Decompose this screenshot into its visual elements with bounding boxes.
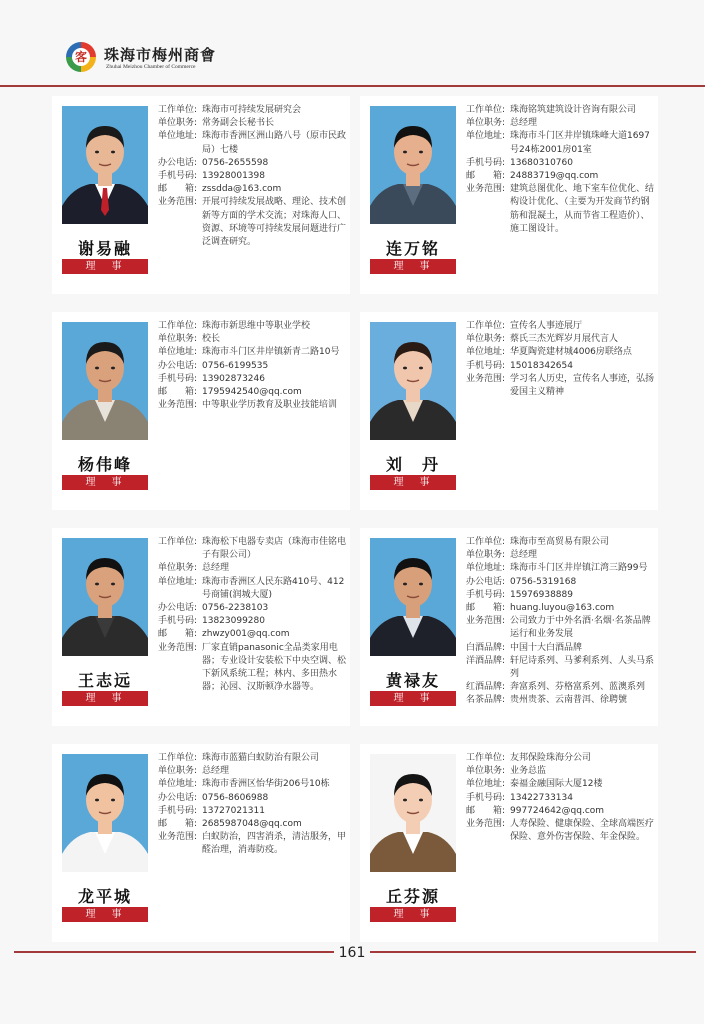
info-row [466, 157, 654, 170]
info-value: 贵州贵茶、云南普洱、徐聘號 [510, 695, 628, 706]
info-row [158, 602, 346, 615]
info-label: 单位地址: [158, 779, 198, 790]
member-title-badge: 理 事 [370, 259, 456, 274]
info-label: 邮 箱: [158, 387, 198, 398]
info-label: 单位地址: [466, 563, 506, 574]
member-photo [370, 106, 456, 224]
info-row [158, 615, 346, 628]
info-row [158, 628, 346, 641]
info-value: 0756-5319168 [510, 576, 577, 587]
info-value: 珠海市斗门区井岸镇江湾三路99号 [510, 563, 648, 574]
info-row [158, 562, 346, 575]
org-name-en: Zhuhai Meizhou Chamber of Commerce [106, 64, 196, 70]
info-row [466, 615, 654, 641]
info-label: 工作单位: [466, 105, 506, 115]
info-value: 珠海市蓝猫白蚁防治有限公司 [202, 753, 320, 763]
info-row [158, 346, 346, 359]
member-card [52, 312, 350, 510]
info-value: 997724642@qq.com [510, 805, 605, 816]
info-row [158, 642, 346, 695]
info-value: 珠海市斗门区井岸镇珠峰大道1697号24栋2001房01室 [510, 131, 650, 155]
info-label: 邮 箱: [158, 629, 198, 640]
info-row [158, 170, 346, 183]
info-value: 蔡氏三杰光辉岁月展代言人 [510, 334, 619, 345]
info-row [466, 562, 654, 575]
info-value: 中国十大白酒品牌 [510, 642, 583, 653]
info-value: 13422733134 [510, 792, 573, 803]
info-row [158, 157, 346, 170]
member-card [52, 96, 350, 294]
info-value: zhwzy001@qq.com [202, 629, 290, 640]
member-name: 谢易融 [77, 239, 132, 258]
info-row [466, 183, 654, 236]
info-row [466, 778, 654, 791]
info-label: 单位地址: [466, 131, 506, 142]
org-name-cn: 珠海市梅州商會 [104, 46, 217, 64]
info-value: 校长 [202, 334, 221, 345]
info-label: 邮 箱: [466, 805, 506, 816]
info-label: 业务范围: [466, 616, 506, 627]
info-row [158, 805, 346, 818]
info-label: 办公电话: [158, 157, 198, 168]
info-row [466, 360, 654, 373]
info-label: 单位地址: [466, 779, 506, 790]
info-row [466, 170, 654, 183]
member-name: 黄禄友 [385, 671, 440, 690]
info-row [466, 117, 654, 130]
member-title-badge: 理 事 [62, 691, 148, 706]
info-value: 13928001398 [202, 171, 265, 182]
info-label: 业务范围: [158, 197, 198, 208]
info-row [466, 655, 654, 681]
info-row [466, 576, 654, 589]
info-value: 24883719@qq.com [510, 171, 599, 182]
info-value: 15976938889 [510, 589, 573, 600]
member-name: 杨伟峰 [77, 455, 132, 474]
info-label: 单位职务: [158, 118, 198, 129]
info-label: 红酒品牌: [466, 682, 506, 693]
info-row [158, 765, 346, 778]
member-card [52, 744, 350, 942]
info-label: 单位地址: [466, 347, 506, 358]
member-title-badge: 理 事 [62, 907, 148, 922]
info-value: 0756-6199535 [202, 360, 269, 371]
page-header [0, 28, 724, 88]
info-label: 单位职务: [158, 766, 198, 777]
member-card [360, 744, 658, 942]
info-value: 奔富系列、芬格富系列、蓝澳系列 [510, 682, 646, 693]
info-value: 13823099280 [202, 616, 265, 627]
info-label: 工作单位: [158, 321, 198, 331]
info-value: 白蚁防治，四害消杀，清洁服务，甲醛治理，消毒防疫。 [202, 832, 347, 856]
info-row [466, 752, 654, 765]
info-label: 手机号码: [466, 589, 506, 600]
info-label: 业务范围: [158, 832, 198, 843]
info-label: 手机号码: [158, 616, 198, 627]
info-row [466, 694, 654, 707]
info-label: 工作单位: [158, 105, 198, 115]
info-value: 轩尼诗系列、马爹利系列、人头马系列 [510, 655, 655, 680]
info-value: 总经理 [510, 118, 538, 129]
info-row [158, 752, 346, 765]
info-label: 业务范围: [466, 819, 506, 830]
info-row [466, 681, 654, 694]
info-row [158, 831, 346, 857]
info-label: 邮 箱: [158, 184, 198, 195]
info-label: 手机号码: [466, 360, 506, 371]
info-label: 手机号码: [466, 157, 506, 168]
member-info [466, 104, 654, 236]
chamber-logo-icon [66, 42, 96, 72]
member-card [360, 312, 658, 510]
info-value: 13902873246 [202, 373, 265, 384]
info-label: 办公电话: [466, 576, 506, 587]
info-row [158, 333, 346, 346]
info-label: 工作单位: [158, 537, 198, 547]
member-title-badge: 理 事 [62, 259, 148, 274]
info-value: 厂家直销panasonic全品类家用电器；专业设计安装松下中央空调、松下新风系统工程；林内、多田热水器；沁园、汉斯顿净水器等。 [202, 642, 347, 693]
info-value: 学习名人历史，宣传名人事迹，弘扬爱国主义精神 [510, 373, 655, 398]
info-label: 邮 箱: [158, 819, 198, 830]
info-row [466, 642, 654, 655]
member-name: 丘芬源 [385, 887, 440, 906]
info-row [466, 792, 654, 805]
page-number: 161 [338, 945, 366, 961]
member-title-badge: 理 事 [370, 475, 456, 490]
member-photo [370, 322, 456, 440]
info-label: 工作单位: [466, 321, 506, 331]
info-row [158, 576, 346, 602]
info-row [158, 386, 346, 399]
member-title-badge: 理 事 [62, 475, 148, 490]
info-label: 工作单位: [466, 537, 506, 547]
info-value: 珠海铭筑建筑设计咨询有限公司 [510, 105, 637, 115]
info-row [158, 792, 346, 805]
info-label: 邮 箱: [466, 603, 506, 614]
info-label: 单位地址: [158, 131, 198, 142]
info-value: 常务副会长秘书长 [202, 118, 275, 129]
info-label: 白酒品牌: [466, 642, 506, 653]
info-row [158, 130, 346, 156]
member-photo [370, 754, 456, 872]
info-label: 工作单位: [466, 753, 506, 763]
info-label: 单位地址: [158, 347, 198, 358]
info-row [466, 536, 654, 549]
member-name: 王志远 [77, 671, 132, 690]
info-label: 单位职务: [158, 563, 198, 574]
info-row [158, 536, 346, 562]
info-label: 手机号码: [158, 171, 198, 182]
header-rule [0, 85, 705, 87]
info-value: 友邦保险珠海分公司 [510, 753, 592, 763]
info-value: 珠海市斗门区井岸镇新青二路10号 [202, 347, 340, 358]
info-row [466, 104, 654, 117]
info-value: 珠海市香洲区怡华街206号10栋 [202, 779, 330, 790]
member-info [466, 320, 654, 399]
info-value: 开展可持续发展战略、理论、技术创新等方面的学术交流；对珠海人口、资源、环境等可持续发展问题进行广泛调查研究。 [202, 197, 347, 248]
info-row [466, 765, 654, 778]
info-value: 珠海松下电器专卖店（珠海市佳铭电子有限公司） [202, 537, 347, 561]
info-value: 业务总监 [510, 766, 547, 777]
info-row [158, 104, 346, 117]
info-row [466, 602, 654, 615]
info-value: 1795942540@qq.com [202, 387, 302, 398]
member-card [360, 528, 658, 726]
member-title-badge: 理 事 [370, 691, 456, 706]
member-name: 刘 丹 [385, 455, 440, 474]
info-row [158, 818, 346, 831]
info-row [158, 196, 346, 249]
info-label: 业务范围: [158, 400, 198, 411]
member-info [158, 320, 346, 412]
info-value: huang.luyou@163.com [510, 603, 615, 614]
logo-char: 客 [72, 48, 90, 66]
info-row [466, 589, 654, 602]
footer-rule-right [370, 951, 696, 953]
info-value: 15018342654 [510, 360, 573, 371]
info-label: 办公电话: [158, 360, 198, 371]
info-row [158, 360, 346, 373]
member-photo [62, 754, 148, 872]
info-value: 华夏陶瓷建材城4006房联络点 [510, 347, 632, 358]
info-value: 宣传名人事迹展厅 [510, 321, 583, 331]
info-row [466, 818, 654, 844]
info-value: zssdda@163.com [202, 184, 282, 195]
page-edge [704, 0, 724, 1024]
info-value: 总经理 [202, 766, 230, 777]
info-row [466, 549, 654, 562]
footer-rule-left [14, 951, 334, 953]
info-label: 单位职务: [466, 334, 506, 345]
member-title-badge: 理 事 [370, 907, 456, 922]
info-row [466, 373, 654, 399]
info-label: 手机号码: [158, 805, 198, 816]
info-label: 工作单位: [158, 753, 198, 763]
info-row [466, 320, 654, 333]
info-value: 总经理 [510, 550, 538, 561]
info-row [158, 373, 346, 386]
member-photo [62, 106, 148, 224]
info-value: 珠海市至高贸易有限公司 [510, 537, 610, 547]
info-row [158, 320, 346, 333]
info-value: 珠海市香洲区人民东路410号、412号商铺(润城大厦) [202, 576, 345, 600]
info-value: 珠海市可持续发展研究会 [202, 105, 302, 115]
info-value: 0756-2238103 [202, 603, 269, 614]
info-value: 13727021311 [202, 805, 265, 816]
member-card [360, 96, 658, 294]
info-label: 业务范围: [466, 373, 506, 384]
info-label: 单位地址: [158, 576, 198, 587]
info-value: 0756-8606988 [202, 792, 269, 803]
info-label: 名茶品牌: [466, 695, 506, 706]
info-label: 办公电话: [158, 792, 198, 803]
member-name: 龙平城 [77, 887, 132, 906]
info-value: 公司致力于中外名酒·名烟·名茶品牌运行和业务发展 [510, 616, 651, 640]
info-row [158, 117, 346, 130]
info-label: 邮 箱: [466, 171, 506, 182]
info-label: 手机号码: [466, 792, 506, 803]
member-card [52, 528, 350, 726]
info-value: 珠海市香洲区洲山路八号（原市民政局）七楼 [202, 131, 347, 155]
info-label: 单位职务: [466, 550, 506, 561]
info-row [158, 399, 346, 412]
member-info [158, 536, 346, 694]
member-info [158, 752, 346, 858]
info-value: 13680310760 [510, 157, 573, 168]
info-label: 洋酒品牌: [466, 655, 506, 666]
info-value: 0756-2655598 [202, 157, 269, 168]
info-value: 2685987048@qq.com [202, 819, 302, 830]
member-info [466, 536, 654, 708]
info-value: 人寿保险、健康保险、全球高端医疗保险、意外伤害保险、年金保险。 [510, 819, 655, 843]
info-value: 总经理 [202, 563, 230, 574]
info-label: 单位职务: [158, 334, 198, 345]
info-row [158, 778, 346, 791]
member-photo [62, 538, 148, 656]
member-photo [62, 322, 148, 440]
info-value: 泰福金融国际大厦12楼 [510, 779, 603, 790]
info-row [466, 805, 654, 818]
member-name: 连万铭 [385, 239, 440, 258]
info-label: 手机号码: [158, 373, 198, 384]
member-info [158, 104, 346, 249]
info-row [466, 130, 654, 156]
info-row [466, 346, 654, 359]
info-label: 单位职务: [466, 118, 506, 129]
info-row [466, 333, 654, 346]
info-value: 建筑总图优化、地下室车位优化、结构设计优化、（主要为开发商节约钢筋和混凝土，从而节省工程造价）、施工图设计。 [510, 184, 655, 234]
info-label: 单位职务: [466, 766, 506, 777]
info-value: 中等职业学历教育及职业技能培训 [202, 400, 338, 411]
info-value: 珠海市新思维中等职业学校 [202, 321, 311, 331]
info-label: 业务范围: [158, 642, 198, 653]
info-label: 办公电话: [158, 603, 198, 614]
info-label: 业务范围: [466, 184, 506, 195]
member-photo [370, 538, 456, 656]
member-info [466, 752, 654, 844]
info-row [158, 183, 346, 196]
